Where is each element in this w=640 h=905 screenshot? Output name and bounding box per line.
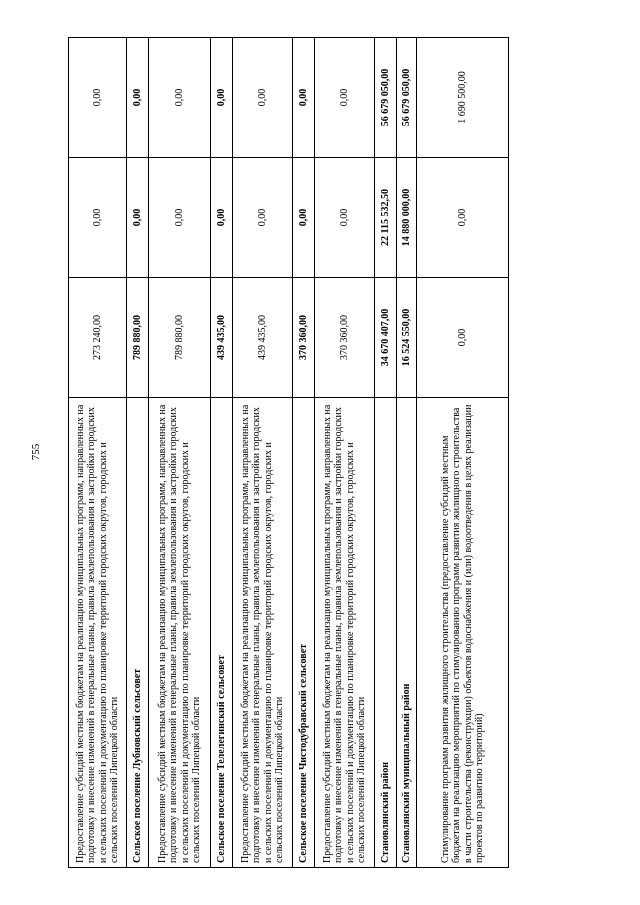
row-description: Стимулирование программ развития жилищного строительства (предоставление субсидий местным бюджетам на реализацию мероприятий по стимулированию программ развития жилищного строительства в части строительства (реконструкции) объектов водоснабжения и (или) водоотведения в целях реализации проектов по развитию территорий) bbox=[417, 398, 509, 868]
value-cell-1: 370 360,00 bbox=[293, 278, 315, 398]
row-description: Становлянский район bbox=[375, 398, 397, 868]
value-cell-2: 0,00 bbox=[69, 158, 127, 278]
value-cell-2: 0,00 bbox=[315, 158, 375, 278]
table-row-subtotal bbox=[293, 38, 315, 868]
value-cell-2: 0,00 bbox=[127, 158, 149, 278]
value-cell-3: 0,00 bbox=[233, 38, 293, 158]
value-cell-3: 0,00 bbox=[293, 38, 315, 158]
row-description: Сельское поселение Телелегинский сельсовет bbox=[211, 398, 233, 868]
value-cell-3: 0,00 bbox=[211, 38, 233, 158]
value-cell-3: 0,00 bbox=[149, 38, 211, 158]
row-description: Предоставление субсидий местным бюджетам на реализацию муниципальных программ, направленных на подготовку и внесение изменений в генеральные планы, правила землепользования и застройки городских и сельских поселений и документацию по планировке территорий городских округов, городских и сельских поселений Липецкой области bbox=[69, 398, 127, 868]
table-row-subtotal bbox=[397, 38, 417, 868]
value-cell-2: 22 115 532,50 bbox=[375, 158, 397, 278]
value-cell-3: 0,00 bbox=[315, 38, 375, 158]
budget-table bbox=[68, 37, 509, 868]
row-description: Становлянский муниципальный район bbox=[397, 398, 417, 868]
value-cell-1: 789 880,00 bbox=[149, 278, 211, 398]
value-cell-1: 439 435,00 bbox=[233, 278, 293, 398]
table-row bbox=[233, 38, 293, 868]
row-description: Предоставление субсидий местным бюджетам на реализацию муниципальных программ, направленных на подготовку и внесение изменений в генеральные планы, правила землепользования и застройки городских и сельских поселений и документацию по планировке территорий городских округов, городских и сельских поселений Липецкой области bbox=[233, 398, 293, 868]
value-cell-1: 789 880,00 bbox=[127, 278, 149, 398]
value-cell-3: 56 679 050,00 bbox=[375, 38, 397, 158]
value-cell-3: 56 679 050,00 bbox=[397, 38, 417, 158]
value-cell-2: 0,00 bbox=[293, 158, 315, 278]
value-cell-1: 439 435,00 bbox=[211, 278, 233, 398]
table-row-district-total bbox=[375, 38, 397, 868]
page-number: 755 bbox=[30, 443, 42, 461]
table-row-subtotal bbox=[127, 38, 149, 868]
row-description: Предоставление субсидий местным бюджетам на реализацию муниципальных программ, направленных на подготовку и внесение изменений в генеральные планы, правила землепользования и застройки городских и сельских поселений и документацию по планировке территорий городских округов, городских и сельских поселений Липецкой области bbox=[315, 398, 375, 868]
row-description: Предоставление субсидий местным бюджетам на реализацию муниципальных программ, направленных на подготовку и внесение изменений в генеральные планы, правила землепользования и застройки городских и сельских поселений и документацию по планировке территорий городских округов, городских и сельских поселений Липецкой области bbox=[149, 398, 211, 868]
table-row-subtotal bbox=[211, 38, 233, 868]
table-row bbox=[417, 38, 509, 868]
value-cell-2: 0,00 bbox=[211, 158, 233, 278]
value-cell-2: 0,00 bbox=[233, 158, 293, 278]
row-description: Сельское поселение Чистодубравский сельсовет bbox=[293, 398, 315, 868]
table-row bbox=[69, 38, 127, 868]
row-description: Сельское поселение Лубновский сельсовет bbox=[127, 398, 149, 868]
value-cell-1: 273 240,00 bbox=[69, 278, 127, 398]
value-cell-1: 370 360,00 bbox=[315, 278, 375, 398]
rotated-page-content bbox=[68, 38, 508, 868]
value-cell-1: 34 670 407,00 bbox=[375, 278, 397, 398]
value-cell-3: 1 690 500,00 bbox=[417, 38, 509, 158]
value-cell-2: 14 880 000,00 bbox=[397, 158, 417, 278]
value-cell-1: 16 524 550,00 bbox=[397, 278, 417, 398]
value-cell-2: 0,00 bbox=[417, 158, 509, 278]
value-cell-3: 0,00 bbox=[127, 38, 149, 158]
value-cell-3: 0,00 bbox=[69, 38, 127, 158]
value-cell-2: 0,00 bbox=[149, 158, 211, 278]
value-cell-1: 0,00 bbox=[417, 278, 509, 398]
table-row bbox=[149, 38, 211, 868]
table-row bbox=[315, 38, 375, 868]
